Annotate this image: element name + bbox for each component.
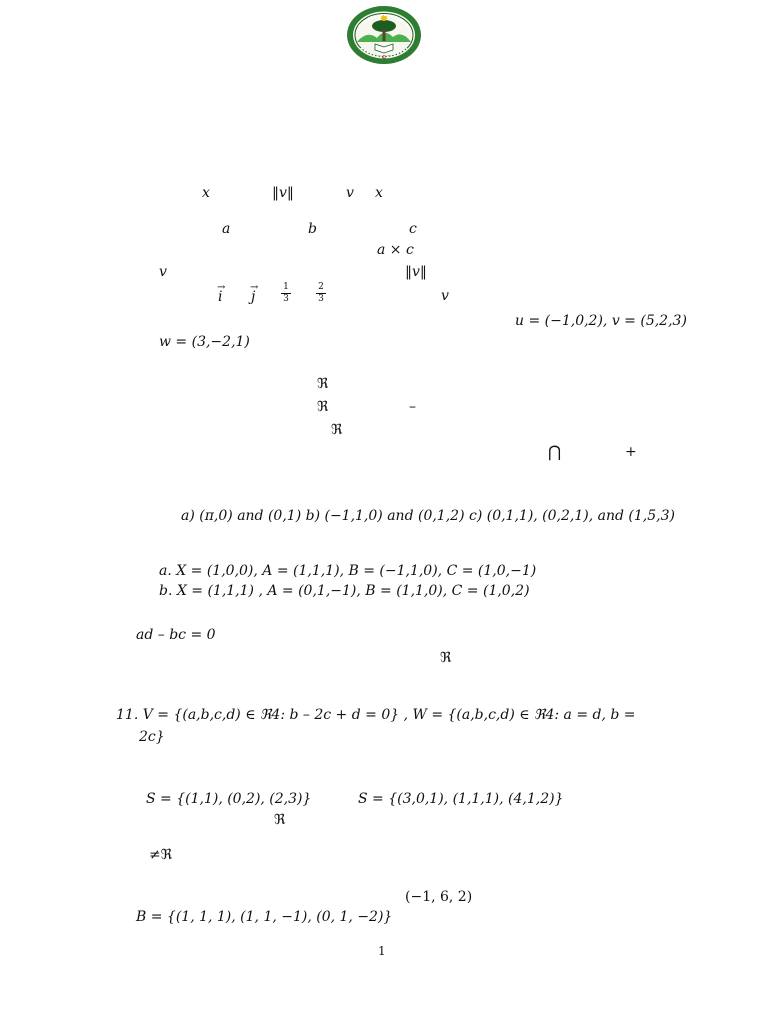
math-fraction-two-thirds — [316, 283, 326, 304]
exercise-11-continuation: 2c} — [139, 729, 165, 745]
math-norm-v: ‖v‖ — [272, 185, 294, 201]
page-number: 1 — [378, 944, 386, 958]
math-b: b — [308, 221, 317, 237]
math-v: v — [441, 288, 449, 304]
math-plus: + — [625, 444, 637, 460]
math-v: v — [159, 264, 167, 280]
math-intersection: ⋂ — [548, 442, 562, 461]
exercise-part-b: b. X = (1,1,1) , A = (0,1,−1), B = (1,1,0), C = (1,0,2) — [159, 583, 530, 599]
math-set-s-3d: S = {(3,0,1), (1,1,1), (4,1,2)} — [358, 791, 564, 807]
fraction-numerator: 2 — [316, 283, 326, 294]
math-not-equal-r: ≠ℜ — [149, 847, 173, 863]
math-real-r: ℜ — [317, 399, 329, 415]
exercise-11-subspaces: 11. V = {(a,b,c,d) ∈ ℜ4: b – 2c + d = 0} , W = {(a,b,c,d) ∈ ℜ4: a = d, b = — [116, 707, 636, 723]
math-vector-w: w = (3,−2,1) — [159, 334, 250, 350]
math-real-r: ℜ — [440, 650, 452, 666]
fraction-denominator: 3 — [318, 294, 324, 304]
math-set-s-2d: S = {(1,1), (0,2), (2,3)} — [146, 791, 312, 807]
university-seal-logo — [345, 4, 423, 66]
math-vectors-u-v: u = (−1,0,2), v = (5,2,3) — [515, 313, 687, 329]
math-x: x — [375, 185, 383, 201]
math-norm-v: ‖v‖ — [405, 264, 427, 280]
exercise-vector-sets: a) (π,0) and (0,1) b) (−1,1,0) and (0,1,2) c) (0,1,1), (0,2,1), and (1,5,3) — [181, 508, 675, 524]
math-determinant-condition: ad – bc = 0 — [136, 627, 216, 643]
fraction-numerator: 1 — [281, 283, 291, 294]
math-vector-j: → j — [251, 289, 255, 305]
math-basis-b: B = {(1, 1, 1), (1, 1, −1), (0, 1, −2)} — [136, 909, 393, 925]
math-vector-i: → i — [218, 289, 222, 305]
math-real-r: ℜ — [331, 422, 343, 438]
math-vector-point: (−1, 6, 2) — [405, 889, 473, 905]
math-fraction-one-third — [281, 283, 291, 304]
exercise-part-a: a. X = (1,0,0), A = (1,1,1), B = (−1,1,0), C = (1,0,−1) — [159, 563, 537, 579]
fraction-denominator: 3 — [283, 294, 289, 304]
math-minus: – — [409, 399, 416, 415]
math-v: v — [346, 185, 354, 201]
math-c: c — [409, 221, 417, 237]
math-a-cross-c: a × c — [377, 242, 414, 258]
math-x: x — [202, 185, 210, 201]
math-real-r: ℜ — [274, 812, 286, 828]
math-real-r: ℜ — [317, 376, 329, 392]
math-a: a — [222, 221, 231, 237]
